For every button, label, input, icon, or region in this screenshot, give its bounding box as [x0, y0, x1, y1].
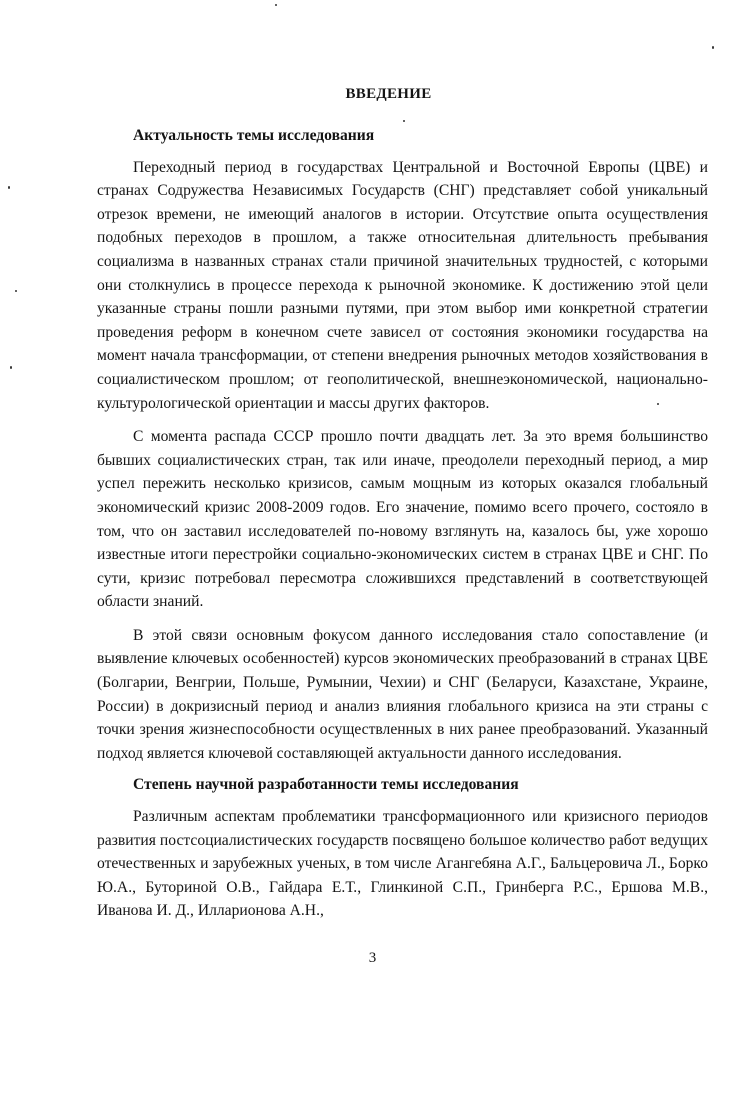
scan-speck: [275, 4, 277, 6]
document-body: [97, 124, 708, 923]
section-heading-research-degree: Степень научной разработанности темы исследования: [133, 776, 519, 794]
paragraph: Различным аспектам проблематики трансформационного или кризисного периодов развития постсоциалистических государств посвящено большое количество работ ведущих отечественных и зарубежных ученых, в том числе Агангебяна А.Г., Бальцеровича Л., Борко Ю.А., Буториной О.В., Гайдара Е.Т., Глинкиной С.П., Гринберга Р.С., Ершова М.В., Иванова И. Д., Илларионова А.Н.,: [97, 808, 708, 920]
paragraph: Переходный период в государствах Центральной и Восточной Европы (ЦВЕ) и странах Содружества Независимых Государств (СНГ) представляет собой уникальный отрезок времени, не имеющий аналогов в истории. Отсутствие опыта осуществления подобных переходов в прошлом, а также относительная длительность пребывания социализма в названных странах стали причиной значительных трудностей, с которыми они столкнулись в процессе перехода к рыночной экономике. К достижению этой цели указанные страны пошли разными путями, при этом выбор ими конкретной стратегии проведения реформ в конечном счете зависел от состояния экономики государства на момент начала трансформации, от степени внедрения рыночных методов хозяйствования в социалистическом прошлом; от геополитической, внешнеэкономической, национально-культурологической ориентации и массы других факторов.: [97, 158, 708, 412]
scan-speck: [10, 366, 12, 369]
section-heading-relevance: Актуальность темы исследования: [133, 127, 375, 144]
paragraph: В этой связи основным фокусом данного исследования стало сопоставление (и выявление ключевых особенностей) курсов экономических преобразований в странах ЦВЕ (Болгарии, Венгрии, Польше, Румынии, Чехии) и СНГ (Беларуси, Казахстане, Украине, России) в докризисный период и анализ влияния глобального кризиса на эти страны с точки зрения жизнеспособности осуществленных в них ранее преобразований. Указанный подход является ключевой составляющей актуальности данного исследования.: [97, 626, 708, 762]
page-number: 3: [368, 950, 377, 966]
scan-speck: [403, 120, 405, 122]
scan-speck: [15, 290, 17, 292]
paragraph: С момента распада СССР прошло почти двадцать лет. За это время большинство бывших социалистических стран, так или иначе, преодолели переходный период, а мир успел пережить несколько кризисов, самым мощным из которых оказался глобальный экономический кризис 2008-2009 годов. Его значение, помимо всего прочего, состояло в том, что он заставил исследователей по-новому взглянуть на, казалось бы, уже хорошо известные итоги перестройки социально-экономических систем в странах ЦВЕ и СНГ. По сути, кризис потребовал пересмотра сложившихся представлений в соответствующей области знаний.: [97, 428, 708, 611]
page-title: ВВЕДЕНИЕ: [345, 86, 432, 103]
scan-speck: [712, 46, 714, 49]
scan-speck: [8, 186, 10, 189]
